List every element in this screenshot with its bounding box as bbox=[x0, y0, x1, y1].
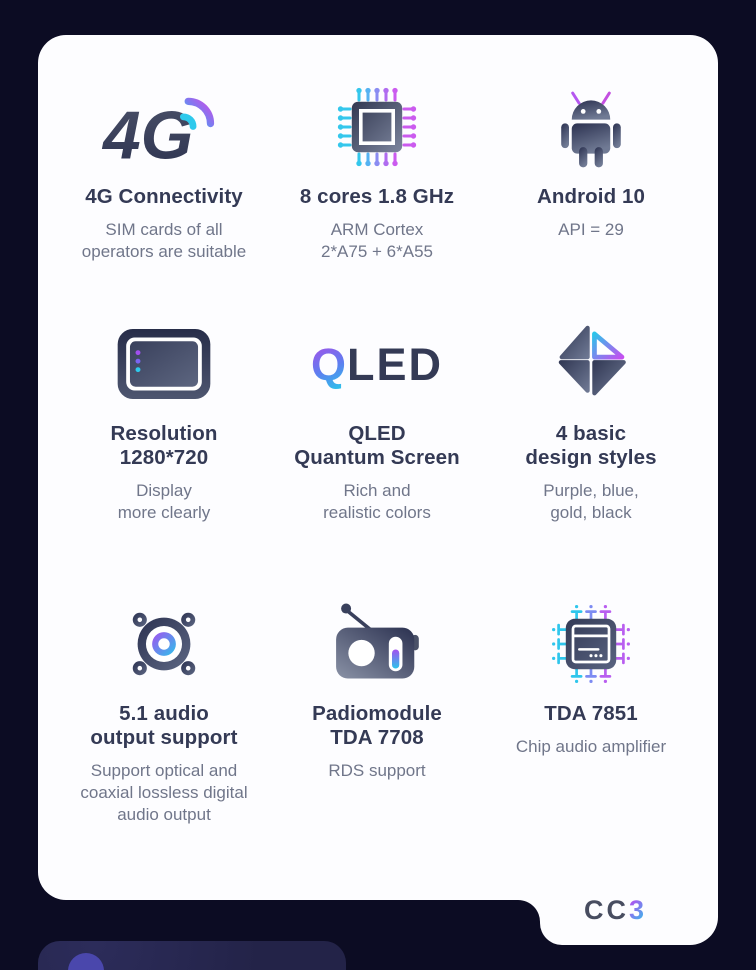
feature-title: QLED Quantum Screen bbox=[294, 422, 460, 469]
4g-signal-icon bbox=[100, 83, 228, 171]
radio-icon bbox=[327, 600, 427, 688]
feature-subtitle: Chip audio amplifier bbox=[515, 736, 667, 756]
feature-design-styles bbox=[464, 320, 718, 600]
svg-text:4G: 4G bbox=[102, 98, 194, 173]
cpu-chip-icon bbox=[332, 83, 422, 171]
feature-subtitle: Support optical and coaxial lossless digital audio output bbox=[80, 760, 248, 824]
feature-android bbox=[464, 83, 718, 320]
feature-title: 5.1 audio output support bbox=[90, 702, 238, 749]
feature-subtitle: ARM Cortex 2*A75 + 6*A55 bbox=[320, 219, 433, 261]
feature-cpu bbox=[290, 83, 464, 320]
feature-subtitle: API = 29 bbox=[558, 219, 624, 239]
speaker-icon bbox=[120, 600, 208, 688]
feature-4g-connectivity bbox=[38, 83, 290, 320]
feature-title: 4 basic design styles bbox=[525, 422, 657, 469]
feature-radiomodule bbox=[290, 600, 464, 880]
amplifier-chip-icon bbox=[546, 600, 636, 688]
design-styles-icon bbox=[548, 320, 634, 408]
android-robot-icon bbox=[545, 83, 637, 171]
next-section-decoration-circle bbox=[68, 953, 104, 970]
feature-amplifier bbox=[464, 600, 718, 880]
feature-title: TDA 7851 bbox=[544, 702, 638, 725]
feature-subtitle: Display more clearly bbox=[117, 480, 211, 522]
feature-title: Resolution 1280*720 bbox=[110, 422, 218, 469]
feature-subtitle: Rich and realistic colors bbox=[323, 480, 431, 522]
feature-title: Android 10 bbox=[536, 185, 646, 208]
feature-subtitle: RDS support bbox=[328, 760, 426, 780]
feature-subtitle: Purple, blue, gold, black bbox=[543, 480, 639, 522]
brand-logo-suffix: 3 bbox=[629, 895, 648, 925]
brand-logo-cc3 bbox=[584, 895, 647, 926]
display-screen-icon bbox=[112, 320, 216, 408]
qled-q-letter: Q bbox=[310, 338, 347, 390]
feature-title: Padiomodule TDA 7708 bbox=[312, 702, 442, 749]
feature-grid bbox=[38, 35, 718, 880]
feature-title: 8 cores 1.8 GHz bbox=[299, 185, 455, 208]
feature-qled bbox=[290, 320, 464, 600]
feature-resolution bbox=[38, 320, 290, 600]
next-section-card bbox=[38, 941, 346, 970]
qled-logo bbox=[311, 320, 443, 408]
feature-subtitle: SIM cards of all operators are suitable bbox=[81, 219, 247, 261]
qled-led-letters: LED bbox=[347, 338, 443, 390]
brand-logo-prefix: CC bbox=[584, 895, 629, 925]
feature-title: 4G Connectivity bbox=[85, 185, 243, 208]
feature-audio-output bbox=[38, 600, 290, 880]
